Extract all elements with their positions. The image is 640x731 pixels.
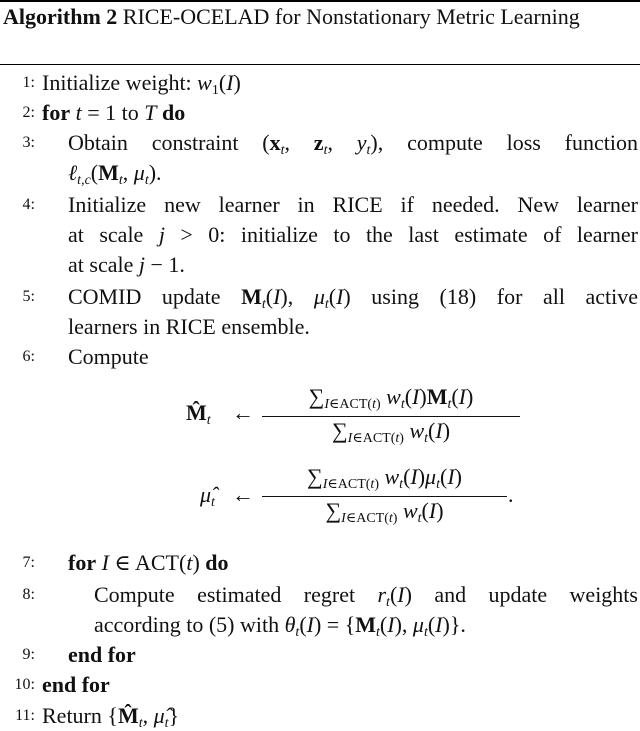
caption-rule [0, 64, 640, 65]
math-act: ACT [356, 511, 385, 526]
line-text: Compute [68, 344, 149, 369]
keyword-do: do [205, 550, 229, 575]
line-number: 4: [22, 196, 35, 213]
line-number: 2: [22, 104, 35, 121]
keyword-end-for: end for [68, 642, 136, 667]
algorithm-title: RICE-OCELAD for Nonstationary Metric Learning [122, 4, 580, 29]
algorithm-line-5-cont [0, 312, 640, 342]
line-text: Obtain constraint [68, 130, 239, 155]
line-text: and update weights [434, 582, 638, 607]
algorithm-line-6 [0, 342, 640, 372]
algorithm-line-3-cont: $\ell_{t,c}(M_t$, $\mu_t$). [68, 160, 162, 188]
algorithm-line-4-cont: at scale j > 0: initialize to the last estimate of learner [68, 222, 638, 247]
keyword-for: for [42, 100, 71, 125]
line-number: 6: [22, 348, 35, 365]
equation-mu-hat: $\mû_t$ ← $\sum_{I\in ACT(t)}$ $w_t(I)\mu_t(I)$ $\sum_{I\in ACT(t)}$ $w_t(I)$ . [200, 464, 514, 526]
algorithm-line-11: 11: Return {$M̂_t$, $\mû_t$} [0, 701, 640, 731]
math-act: ACT [135, 550, 179, 575]
line-number: 11: [15, 707, 35, 724]
line-number: 3: [22, 134, 35, 151]
algorithm-line-8-cont: according to (5) with $\theta_t(I) = \{M_t(I)$, $\mu_t(I)$}. [94, 612, 466, 640]
line-text: using (18) for all active [371, 284, 639, 309]
line-text: Compute estimated regret [94, 582, 356, 607]
line-number: 1: [22, 74, 35, 91]
line-text: COMID update [68, 284, 221, 309]
algorithm-line-4 [0, 190, 640, 220]
line-text: according to (5) with [94, 612, 280, 637]
line-text: Return [42, 703, 102, 728]
algorithm-line-2: 2: for t = 1 to T do [0, 98, 640, 128]
equation-m-hat: $M̂_t$ ← $\sum_{I\in ACT(t)}$ $w_t(I)M_t(I)$ $\sum_{I\in ACT(t)}$ $w_t(I)$ [0, 382, 640, 442]
algorithm-line-7: 7: for I ∈ ACT(t) do [0, 548, 640, 578]
algorithm-line-1: 1: Initialize weight: $w_1(I)$ [0, 68, 640, 98]
math-act: ACT [362, 431, 391, 446]
keyword-for: for [68, 550, 97, 575]
algorithm-line-3: 3: Obtain constraint ($x_t$, $z_t$, $y_t$), compute loss function [0, 128, 640, 158]
line-text: compute loss function [407, 130, 638, 155]
line-text: Initialize weight: [42, 70, 198, 95]
line-number: 8: [22, 586, 35, 603]
line-text: to [116, 100, 145, 125]
line-number: 7: [22, 554, 35, 571]
line-text: initialize to the last estimate of learner [240, 222, 638, 247]
math-act: ACT [337, 477, 366, 492]
algorithm-line-8: 8: Compute estimated regret $r_t(I)$ and update weights [0, 580, 640, 610]
algorithm-line-5: 5: COMID update $M_t(I)$, $\mu_t(I)$ using (18) for all active [0, 282, 640, 312]
algorithm-label: Algorithm 2 [3, 4, 118, 29]
keyword-do: do [162, 100, 186, 125]
line-text: learners in RICE ensemble. [68, 314, 310, 339]
line-text: at scale [68, 222, 144, 247]
algorithm-line-9 [0, 640, 640, 670]
line-text: at scale [68, 252, 134, 277]
line-text: Initialize new learner in RICE if needed. New learner [68, 192, 638, 217]
algorithm-caption [3, 2, 635, 32]
keyword-end-for: end for [42, 672, 110, 697]
math-act: ACT [339, 397, 368, 412]
line-number: 9: [22, 646, 35, 663]
algorithm-line-4-cont2: at scale j − 1. [68, 252, 185, 277]
line-number: 5: [22, 288, 35, 305]
algorithm-line-10 [0, 670, 640, 700]
line-number: 10: [14, 676, 35, 693]
